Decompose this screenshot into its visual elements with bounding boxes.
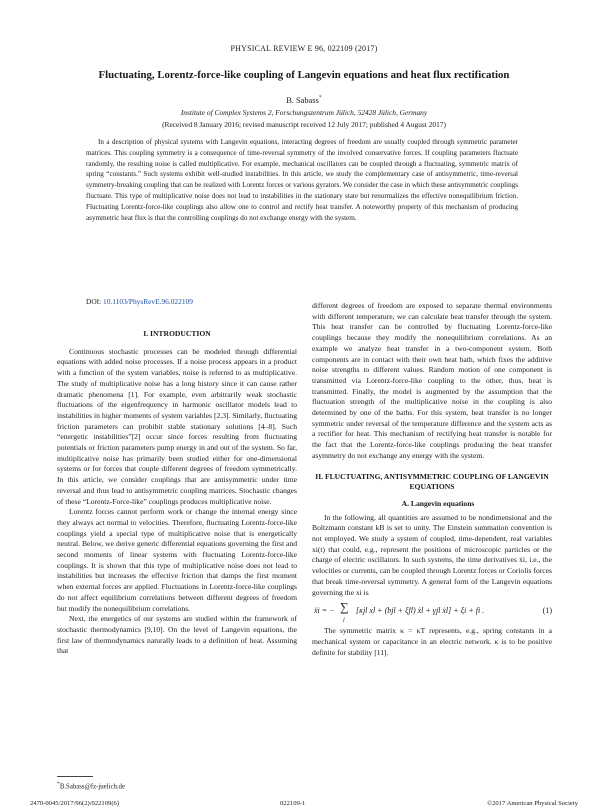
footer-page-number: 022109-1 (280, 800, 306, 807)
abstract: In a description of physical systems with Langevin equations, interacting degrees of freedom are usually coupled through symmetric parameter matrices. This coupling symmetry is a consequence of time-reversal symmetry of the involved conservative forces. If coupling parameters fluctuate randomly, the resulting noise is called multiplicative. For example, mechanical oscillators can be coupled through a fluctuating, symmetric matrix of spring “constants.” Such systems exhibit well-studied instabilities. In this article, we study the complementary case of antisymmetric, time-reversal symmetry-breaking coupling that can be realized with Lorentz forces or various gyrators. We consider the case in which these antisymmetric couplings fluctuate. This type of multiplicative noise does not lead to instabilities in the stationary state but renormalizes the effective nonequilibrium friction. Fluctuating Lorentz-force-like couplings also allow one to control and rectify heat transfer. A noteworthy property of this mechanism of producing asymmetric heat flux is that the controlling couplings do not exchange energy with the system. (86, 138, 518, 222)
journal-header: PHYSICAL REVIEW E 96, 022109 (2017) (230, 44, 378, 53)
doi-link[interactable]: 10.1103/PhysRevE.96.022109 (103, 297, 193, 306)
footnote-rule (57, 776, 93, 777)
received-dates: (Received 8 January 2016; revised manuscript received 12 July 2017; published 4 August 2017) (162, 120, 446, 129)
affiliation: Institute of Complex Systems 2, Forschungszentrum Jülich, 52428 Jülich, Germany (180, 108, 428, 117)
paragraph: different degrees of freedom are exposed to separate thermal environments with different temperature, we can calculate heat transfer through the system. This heat transfer can be controlled by fluctuating Lorentz-force-like couplings because they modify the nonequilibrium correlations. As an example we analyze heat transfer in a two-component system. Both components are in contact with their own heat bath, which fixes the additive noise strengths to different values. Random motion of one component is transmitted via Lorentz-force-like coupling to the other, thus, heat is transmitted. Finally, the model is augmented by the assumption that the fluctuation strength of the multiplicative noise in the coupling is also determined by one of the baths. For this system, heat transfer is no longer symmetric under reversal of the temperature difference and the system acts as a rectifier for heat. This mechanism of rectifying heat transfer is notable for the fact that the Lorentz-force-like couplings producing the heat transfer asymmetry do not exchange any energy with the system. (312, 301, 552, 460)
paragraph: In the following, all quantities are assumed to be nondimensional and the Boltzmann constant kB is set to unity. The Einstein summation convention is not employed. We study a system of coupled, time-dependent, real variables xi(t) that could, e.g., represent the positions of microscopic particles or the charge of electric oscillators. In such systems, the time derivatives ẋi, i.e., the velocities or currents, can be coupled through Lorentz forces or Coriolis forces that break time-reversal symmetry. A general form of the Langevin equations governing the xi is (312, 512, 552, 597)
subsection-heading-langevin: A. Langevin equations (401, 498, 475, 508)
footer-copyright: ©2017 American Physical Society (487, 800, 578, 807)
author-name: B. Sabass (286, 95, 319, 105)
doi-label: DOI: (86, 297, 104, 306)
author-footnote-mark[interactable]: * (318, 95, 322, 101)
equation-sum-symbol: ∑ (340, 600, 349, 615)
paragraph: Continuous stochastic processes can be modeled through differential equations with added noise processes. If a noise process appears in a product with a function of the system variables, noise is referred to as multiplicative. The study of multiplicative noise has a long history since it can cause rather dramatic phenomena [1]. For example, even arbitrarily weak stochastic fluctuations of the eigenfrequency in harmonic oscillator models lead to instabilities in higher moments of system variables [2,3]. Similarly, fluctuating friction parameters can prohibit stable stationary solutions [4–8]. Such “energetic instabilities”[2] occur since forces resulting from fluctuating potentials or friction parameters pump energy in and out of the system. So far, multiplicative noise has primarily been studied either for one-dimensional systems or for forces that couple different degrees of freedom symmetrically. In this article, we consider couplings that are antisymmetric under time reversal and thus lead to antisymmetric coupling matrices. Stochastic changes of these “Lorentz-Force-like” couplings produces multiplicative noise. (57, 346, 297, 506)
paragraph: Lorentz forces cannot perform work or change the internal energy since they always act normal to velocities. Therefore, fluctuating Lorentz-force-like couplings yield a special type of multiplicative noise that is energetically neutral. Below, we derive generic differential equations governing the first and second moments of linear systems with fluctuating Lorentz-force-like couplings. It is shown that this type of multiplicative noise does not lead to instabilities but increases the effective friction that damps the first moment when external forces are applied. Fluctuations in Lorentz-force-like couplings do not affect equilibrium correlations between different degrees of freedom but modify the nonequilibrium correlations. (57, 507, 297, 613)
equation-number: (1) (542, 606, 552, 616)
right-column (312, 301, 552, 658)
equation-sum-index: l (343, 618, 345, 625)
footnote-email[interactable]: B.Sabass@fz-juelich.de (59, 783, 125, 791)
section-heading-coupling: II. FLUCTUATING, ANTISYMMETRIC COUPLING OF LANGEVIN EQUATIONS (315, 471, 549, 492)
doi-line (86, 297, 193, 306)
paragraph: The symmetric matrix κ = κT represents, e.g., spring constants in a mechanical system or capacitance in an electric network. κ is to be positive definite for stability [11]. (312, 626, 552, 657)
equation-1 (312, 598, 552, 626)
paragraph: Next, the energetics of our systems are studied within the framework of stochastic thermodynamics [9,10]. On the level of Langevin equations, the first law of thermodynamics naturally leads to a definition of heat. Assuming that (57, 614, 297, 656)
paper-title: Fluctuating, Lorentz-force-like coupling of Langevin equations and heat flux rectification (98, 69, 510, 81)
left-column (57, 329, 297, 657)
equation-rhs: [κjl xl + (bjl + ξ̃jl) ẋl + γjl ẋl] + ξi + fi . (356, 606, 485, 616)
equation-lhs: ẍi = − (314, 606, 335, 616)
author-line (0, 95, 608, 105)
footnote (57, 781, 125, 790)
section-heading-introduction: I. INTRODUCTION (143, 329, 211, 338)
footer-issn: 2470-0045/2017/96(2)/022109(6) (30, 800, 120, 807)
footnote-mark: * (57, 781, 60, 787)
